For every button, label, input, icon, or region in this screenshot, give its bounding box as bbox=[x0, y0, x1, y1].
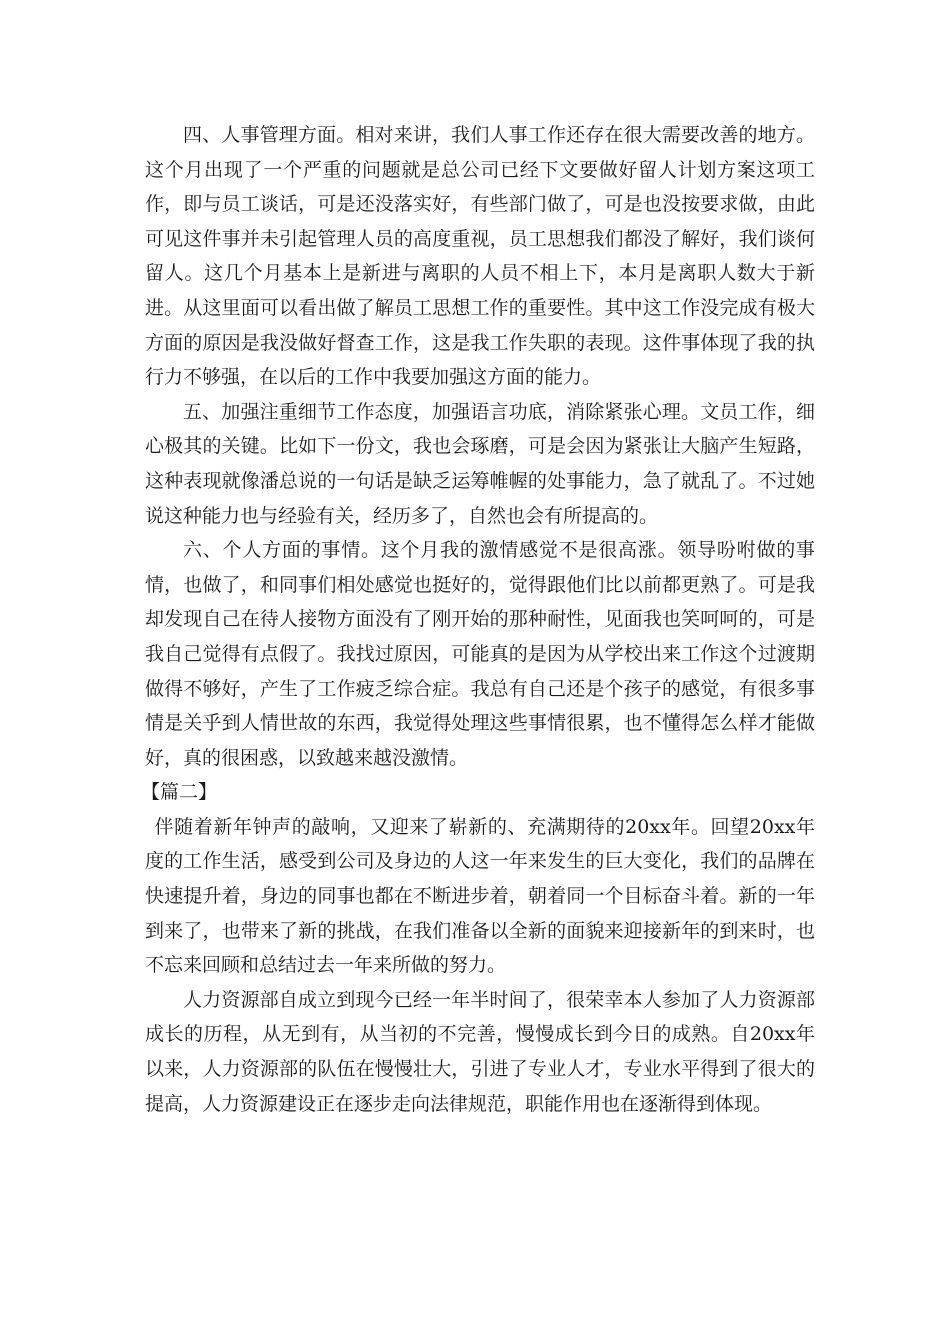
paragraph-new-year-intro: 伴随着新年钟声的敲响，又迎来了崭新的、充满期待的20xx年。回望20xx年度的工作生活，感受到公司及身边的人这一年来发生的巨大变化，我们的品牌在快速提升着，身边的同事也都在不断进步着，朝着同一个目标奋斗着。新的一年到来了，也带来了新的挑战，在我们准备以全新的面貌来迎接新年的到来时，也不忘来回顾和总结过去一年来所做的努力。 bbox=[145, 815, 815, 977]
paragraph-personal-matters: 六、个人方面的事情。这个月我的激情感觉不是很高涨。领导吩咐做的事情，也做了，和同事们相处感觉也挺好的，觉得跟他们比以前都更熟了。可是我却发现自己在待人接物方面没有了刚开始的那种耐性，见面我也笑呵呵的，可是我自己觉得有点假了。我找过原因，可能真的是因为从学校出来工作这个过渡期做得不够好，产生了工作疲乏综合症。我总有自己还是个孩子的感觉，有很多事情是关乎到人情世故的东西，我觉得处理这些事情很累，也不懂得怎么样才能做好，真的很困惑，以致越来越没激情。 bbox=[145, 539, 815, 769]
section-heading: 【篇二】 bbox=[141, 781, 218, 804]
paragraph-personnel-management: 四、人事管理方面。相对来讲，我们人事工作还存在很大需要改善的地方。这个月出现了一个严重的问题就是总公司已经下文要做好留人计划方案这项工作，即与员工谈话，可是还没落实好，有些部门做了，可是也没按要求做，由此可见这件事并未引起管理人员的高度重视，员工思想我们都没了解好，我们谈何留人。这几个月基本上是新进与离职的人员不相上下，本月是离职人数大于新进。从这里面可以看出做了解员工思想工作的重要性。其中这工作没完成有极大方面的原因是我没做好督查工作，这是我工作失职的表现。这件事体现了我的执行力不够强，在以后的工作中我要加强这方面的能力。 bbox=[145, 124, 815, 389]
document-page bbox=[141, 118, 815, 1121]
paragraph-hr-department: 人力资源部自成立到现今已经一年半时间了，很荣幸本人参加了人力资源部成长的历程，从无到有，从当初的不完善，慢慢成长到今日的成熟。自20xx年以来，人力资源部的队伍在慢慢壮大，引进了专业人才，专业水平得到了很大的提高，人力资源建设正在逐步走向法律规范，职能作用也在逐渐得到体现。 bbox=[145, 988, 815, 1115]
paragraph-attention-to-detail: 五、加强注重细节工作态度，加强语言功底，消除紧张心理。文员工作，细心极其的关键。比如下一份文，我也会琢磨，可是会因为紧张让大脑产生短路，这种表现就像潘总说的一句话是缺乏运筹帷幄的处事能力，急了就乱了。不过她说这种能力也与经验有关，经历多了，自然也会有所提高的。 bbox=[145, 400, 815, 527]
